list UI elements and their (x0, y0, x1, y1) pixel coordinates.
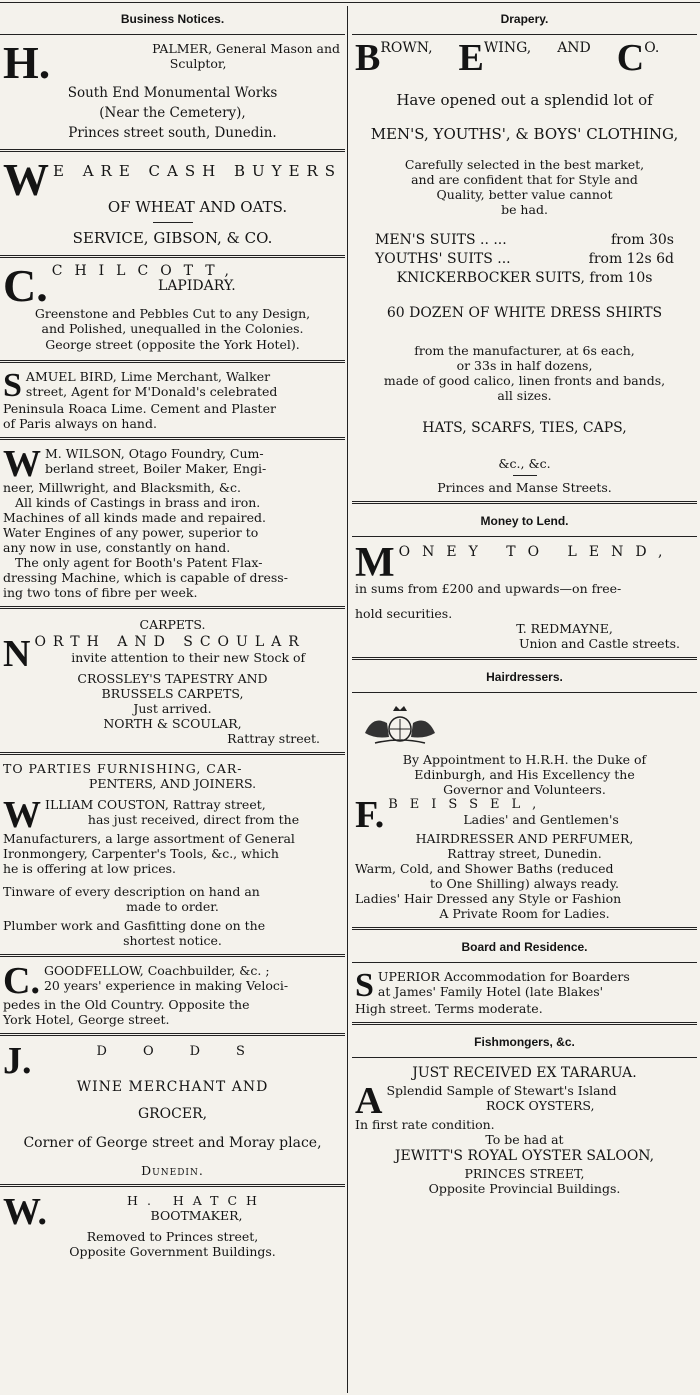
ad-title: CARPETS. (139, 617, 206, 632)
short-rule (153, 222, 193, 223)
drop-initial: A (355, 1080, 383, 1122)
ad-line: Splendid Sample of Stewart's Island (386, 1083, 617, 1098)
ad-line: Machines of all kinds made and repaired. (3, 510, 267, 525)
ad-line: NORTH & SCOULAR, (103, 716, 242, 731)
ad-line: JUST RECEIVED EX TARARUA. (412, 1065, 637, 1081)
ad-line: PRINCES STREET, (464, 1166, 585, 1181)
divider (352, 692, 697, 693)
ad-line: has just received, direct from the (87, 812, 300, 827)
drop-initial: W (3, 443, 41, 485)
ad-line: made to order. (126, 899, 219, 914)
ad-line: dressing Machine, which is capable of dress- (3, 570, 288, 585)
ad-line: 20 years' experience in making Veloci- (43, 978, 289, 993)
drop-initial: C. (3, 260, 48, 311)
right-column (352, 6, 697, 1393)
divider (0, 1184, 345, 1187)
ad-line: (Near the Cemetery), (99, 105, 246, 121)
ad-goodfellow (0, 961, 345, 1029)
ad-line: &c., &c. (498, 456, 551, 471)
ad-line: SERVICE, GIBSON, & CO. (72, 229, 273, 247)
ad-palmer (0, 39, 345, 145)
divider (0, 954, 345, 957)
ad-line: CHILCOTT, (51, 263, 241, 279)
ad-line: all sizes. (497, 388, 552, 403)
ad-line: ROCK OYSTERS, (485, 1098, 595, 1113)
ad-line: To be had at (485, 1132, 564, 1147)
ad-line: 60 DOZEN OF WHITE DRESS SHIRTS (386, 305, 663, 321)
ad-line: ILLIAM COUSTON, Rattray street, (45, 797, 266, 812)
ad-line: WINE MERCHANT AND (76, 1079, 269, 1095)
section-header-money: Money to Lend. (480, 514, 569, 528)
ad-line: hold securities. (355, 606, 453, 621)
ad-line: JEWITT'S ROYAL OYSTER SALOON, (394, 1148, 655, 1164)
ad-line: WING, (483, 40, 532, 56)
divider (352, 962, 697, 963)
ad-line: Princes street south, Dunedin. (68, 125, 277, 141)
column-divider (347, 6, 348, 1393)
ad-line: PENTERS, AND JOINERS. (88, 776, 257, 791)
ad-line: or 33s in half dozens, (456, 358, 593, 373)
divider (0, 149, 345, 152)
ad-line: and are confident that for Style and (411, 172, 638, 187)
ad-dods (0, 1040, 345, 1180)
ad-gibson (0, 156, 345, 251)
ad-line: ROWN, (380, 40, 433, 56)
ad-line: ORTH AND SCOULAR (34, 634, 306, 650)
ad-line: UPERIOR Accommodation for Boarders (377, 969, 630, 984)
price-item: MEN'S SUITS .. ... (375, 232, 507, 248)
ad-line: GOODFELLOW, Coachbuilder, &c. ; (43, 963, 270, 978)
section-header-board: Board and Residence. (461, 940, 588, 954)
ad-line: Ironmongery, Carpenter's Tools, &c., which (3, 846, 279, 861)
ad-line: HATS, SCARFS, TIES, CAPS, (422, 420, 627, 436)
ad-line: Warm, Cold, and Shower Baths (reduced (355, 861, 614, 876)
top-rule (0, 2, 700, 3)
ad-line: MEN'S, YOUTHS', & BOYS' CLOTHING, (370, 125, 679, 143)
divider (0, 34, 345, 35)
ad-line: BEISSEL, (388, 797, 549, 812)
ad-line: invite attention to their new Stock of (71, 650, 306, 665)
ad-line: Rattray street, Dunedin. (447, 846, 602, 861)
ad-line: any now in use, constantly on hand. (3, 540, 231, 555)
left-column (0, 6, 345, 1393)
ad-line: OF WHEAT AND OATS. (107, 198, 288, 216)
price-row (355, 231, 694, 250)
divider (352, 1057, 697, 1058)
ad-line: he is offering at low prices. (3, 861, 177, 876)
ad-line: Carefully selected in the best market, (404, 157, 645, 172)
ad-line: By Appointment to H.R.H. the Duke of (402, 752, 647, 767)
ad-line: Rattray street. (227, 731, 320, 746)
ad-line: Union and Castle streets. (518, 636, 680, 651)
drop-initial: C. (3, 960, 40, 1002)
ad-money-to-lend (352, 541, 697, 653)
ad-line: In first rate condition. (355, 1117, 495, 1132)
ad-line: Edinburgh, and His Excellency the (414, 767, 635, 782)
ad-line: PALMER, General Mason and (152, 41, 340, 56)
ad-line: HAIRDRESSER AND PERFUMER, (415, 831, 634, 846)
ad-line: LAPIDARY. (158, 278, 236, 294)
ad-line: and Polished, unequalled in the Colonies. (41, 321, 304, 336)
drop-initial: E (458, 37, 484, 79)
ad-line: York Hotel, George street. (3, 1012, 170, 1027)
section-header-fishmongers: Fishmongers, &c. (474, 1035, 575, 1049)
drop-initial: H. (3, 37, 51, 88)
ad-line: Princes and Manse Streets. (437, 480, 612, 495)
ad-beissel (352, 697, 697, 923)
divider (352, 501, 697, 504)
divider (352, 927, 697, 930)
drop-initial: B (355, 37, 381, 79)
ad-line: Sculptor, (169, 56, 227, 71)
ad-line: Peninsula Roaca Lime. Cement and Plaster (3, 401, 276, 416)
ad-line: in sums from £200 and upwards—on free- (355, 581, 622, 596)
drop-initial: M (355, 540, 395, 586)
ad-line: CROSSLEY'S TAPESTRY AND (77, 671, 268, 686)
divider (352, 657, 697, 660)
ad-brown-ewing (352, 39, 697, 497)
ad-line: shortest notice. (123, 933, 222, 948)
ad-line: All kinds of Castings in brass and iron. (15, 495, 261, 510)
divider (352, 1022, 697, 1025)
ad-line: Ladies' and Gentlemen's (463, 812, 619, 827)
ad-line: AMUEL BIRD, Lime Merchant, Walker (25, 369, 271, 384)
ad-wilson (0, 444, 345, 602)
price-item: YOUTHS' SUITS ... (375, 251, 511, 267)
ad-line: Ladies' Hair Dressed any Style or Fashion (355, 891, 622, 906)
divider (0, 437, 345, 440)
section-header-business: Business Notices. (120, 12, 225, 26)
ad-line: berland street, Boiler Maker, Engi- (45, 461, 267, 476)
drop-initial: S (3, 367, 22, 404)
ad-line: Quality, better value cannot (436, 187, 613, 202)
ad-line: pedes in the Old Country. Opposite the (3, 997, 250, 1012)
ad-couston (0, 759, 345, 950)
ad-line: street, Agent for M'Donald's celebrated (25, 384, 278, 399)
ad-line: ing two tons of fibre per week. (3, 585, 198, 600)
ad-line: E ARE CASH BUYERS (53, 162, 343, 180)
ad-line: The only agent for Booth's Patent Flax- (15, 555, 263, 570)
ad-line: A Private Room for Ladies. (439, 906, 610, 921)
ad-line: AND (557, 40, 591, 56)
price-row (355, 250, 694, 269)
ad-line: ONEY TO LEND, (398, 544, 675, 560)
price-value: from 12s 6d (588, 251, 674, 267)
ad-line: Greenstone and Pebbles Cut to any Design, (34, 306, 311, 321)
divider (0, 606, 345, 609)
ad-line: BRUSSELS CARPETS, (101, 686, 244, 701)
ad-line: Tinware of every description on hand an (3, 884, 260, 899)
ad-line: Just arrived. (133, 701, 212, 716)
ad-bird (0, 367, 345, 433)
ad-line: be had. (501, 202, 548, 217)
ad-line: of Paris always on hand. (3, 416, 157, 431)
ad-line: High street. Terms moderate. (355, 1001, 543, 1016)
ad-line: BOOTMAKER, (150, 1208, 243, 1223)
short-rule (513, 475, 537, 476)
ad-line: Water Engines of any power, superior to (3, 525, 259, 540)
price-value: from 30s (610, 232, 674, 248)
drop-initial: S (355, 967, 374, 1004)
ad-line: GROCER, (137, 1106, 208, 1122)
drop-initial: W (3, 154, 49, 205)
ad-line: H. HATCH (127, 1193, 266, 1208)
drop-initial: J. (3, 1040, 32, 1082)
drop-initial: C (616, 37, 645, 79)
ad-line: TO PARTIES FURNISHING, CAR- (3, 761, 243, 776)
ad-hatch (0, 1191, 345, 1261)
ad-line: T. REDMAYNE, (516, 621, 613, 636)
ad-line: South End Monumental Works (67, 85, 278, 101)
ad-line: Opposite Provincial Buildings. (428, 1181, 621, 1196)
ad-line: Manufacturers, a large assortment of General (3, 831, 295, 846)
ad-line: M. WILSON, Otago Foundry, Cum- (45, 446, 264, 461)
ad-chilcott (0, 262, 345, 356)
drop-initial: W (3, 794, 41, 836)
ad-line: Corner of George street and Moray place, (23, 1135, 322, 1151)
divider (0, 360, 345, 363)
divider (0, 1033, 345, 1036)
ad-line: Have opened out a splendid lot of (396, 91, 653, 109)
ad-carpets (0, 613, 345, 748)
section-header-drapery: Drapery. (500, 12, 549, 26)
ad-line: George street (opposite the York Hotel). (45, 337, 300, 352)
ad-jewitt-oysters (352, 1062, 697, 1198)
ad-line: made of good calico, linen fronts and bands, (383, 373, 666, 388)
drop-initial: F. (355, 794, 385, 836)
ad-james-hotel (352, 967, 697, 1018)
section-header-hairdressers: Hairdressers. (486, 670, 563, 684)
royal-crest-icon (355, 703, 445, 745)
ad-line: Opposite Government Buildings. (69, 1244, 276, 1259)
ad-line: from the manufacturer, at 6s each, (414, 343, 635, 358)
ad-line: to One Shilling) always ready. (430, 876, 619, 891)
drop-initial: W. (3, 1191, 48, 1233)
ad-line: KNICKERBOCKER SUITS, from 10s (396, 270, 653, 286)
ad-line: at James' Family Hotel (late Blakes' (377, 984, 604, 999)
divider (352, 34, 697, 35)
ad-line: Dunedin. (141, 1163, 204, 1178)
ad-line: Governor and Volunteers. (443, 782, 606, 797)
divider (352, 536, 697, 537)
ad-line: Plumber work and Gasfitting done on the (3, 918, 266, 933)
ad-line: Removed to Princes street, (86, 1229, 259, 1244)
ad-line: DODS (96, 1044, 281, 1059)
divider (0, 255, 345, 258)
drop-initial: N (3, 633, 31, 675)
divider (0, 752, 345, 755)
ad-line: O. (644, 40, 660, 56)
ad-line: neer, Millwright, and Blacksmith, &c. (3, 480, 241, 495)
